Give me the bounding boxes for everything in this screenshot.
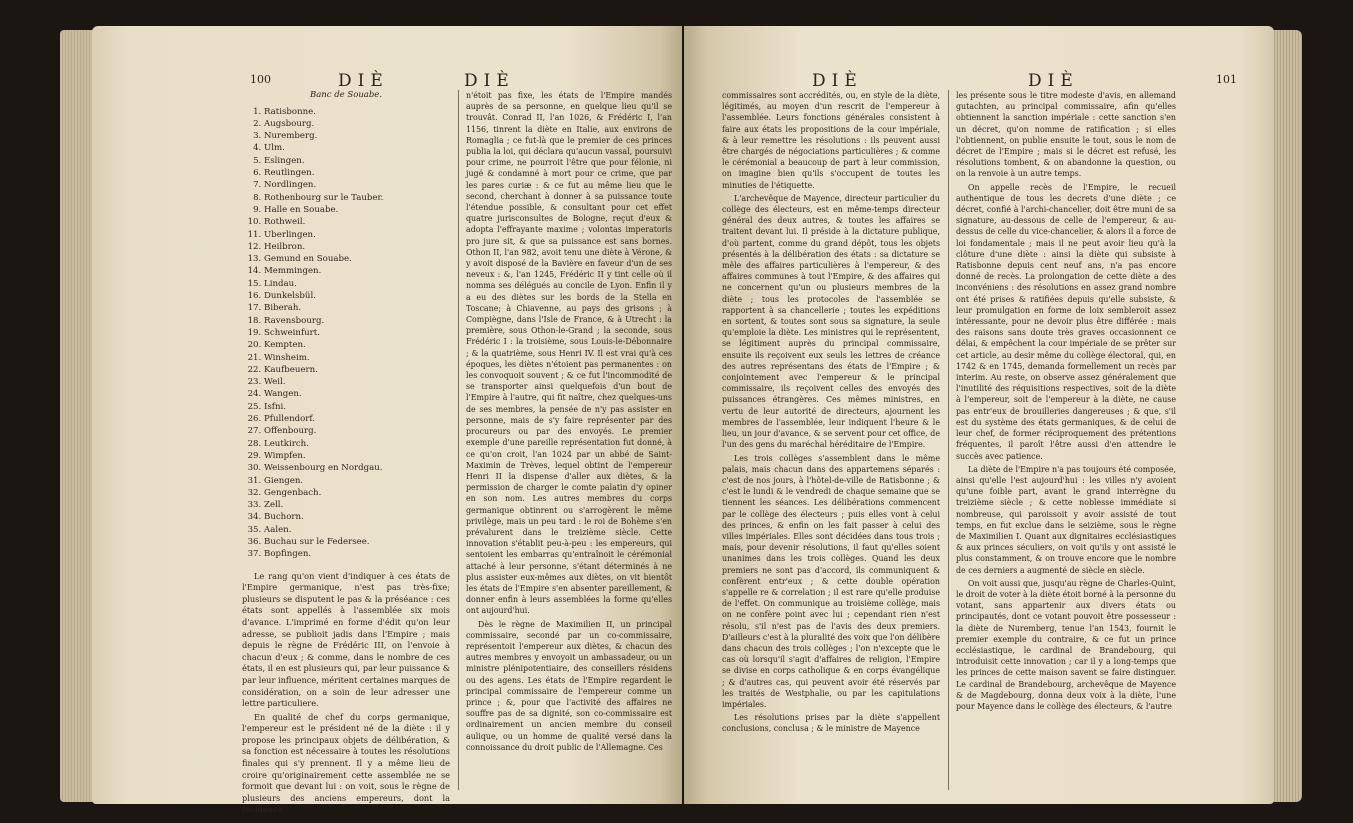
paragraph: commissaires sont accrédités, ou, en style de la diète, légitimés, au moyen d'un rescrit de l'empereur à l'assemblée. Leurs fonctions générales consistent à faire aux états les propositions de la cour impériale, & à leur remettre les résolutions : ils peuvent aussi être chargés de négociations particulières ; & comme le cérémonial a beaucoup de part à leur commission, on imagine bien qu'ils s'occupent de toutes les minuties de l'étiquette. bbox=[722, 91, 940, 190]
city-list bbox=[242, 106, 450, 561]
city-list-item: 3. Nuremberg. bbox=[264, 130, 450, 142]
paragraph: En qualité de chef du corps germanique, l'empereur est le président né de la diète : il y propose les principaux objets de délibération, & sa fonction est nécessaire à toutes les résolutions finales qui s'y prennent. Il y a même lieu de croire qu'originairement cette assemblée ne se formoit que devant lui : on voit, sous le règne de plusieurs des anciens empereurs, dont la résidence bbox=[242, 711, 450, 815]
paragraph: les présente sous le titre modeste d'avis, en allemand gutachten, au principal commissaire, afin qu'elles obtiennent la sanction impériale : cette sanction s'en un décret, qu'on nomme de ratification ; si elles l'obtiennent, on publie ensuite le tout, sous le nom de décret de l'Empire ; mais si le décret est refusé, les résolutions tombent, & on abandonne la question, ou on la renvoie à un autre temps. bbox=[956, 91, 1176, 179]
book-edge-right bbox=[1272, 30, 1302, 802]
paragraph: On appelle recès de l'Empire, le recueil authentique de tous les decrets d'une diète ; ce décret, confié à l'archi-chancelier, doit être muni de sa signature, au-dessous de celle de l'empereur, & au-dessus de celle du vice-chancelier, & alors il a force de loi fondamentale ; mais il ne peut avoir lieu qu'à la clôture d'une diète : ainsi la diète qui subsiste à Ratisbonne depuis cent neuf ans, n'a pas encore donné de recès. La prolongation de cette diète a des inconvéniens : des résolutions en assez grand nombre ont été prises & ratifiées depuis qu'elle subsiste, & leur promulgation en forme de loix sembleroit assez intéressante, pour ne devoir plus être différée : mais des raisons sans doute très graves occasionnent ce délai, & empêchent la cour impériale de se prêter sur cet article, au desir même du collège électoral, qui, en 1742 & en 1745, demanda formellement un recès par interim. Au reste, on observe assez généralement que l'inutilité des réquisitions respectives, soit de la diète à l'empereur, soit de l'empereur à la diète, ne cause pas entr'eux de brouilleries dangereuses ; & que, s'il est du système des états germaniques, & de celui de leur chef, de former réciproquement des prétentions fréquentes, il paroît l'être aussi d'en attendre le succès avec patience. bbox=[956, 182, 1176, 461]
city-list-item: 33. Zell. bbox=[264, 499, 450, 511]
city-list-item: 21. Winsheim. bbox=[264, 352, 450, 364]
city-list-item: 31. Giengen. bbox=[264, 475, 450, 487]
page-number: 101 bbox=[1216, 73, 1237, 86]
city-list-item: 37. Bopfingen. bbox=[264, 548, 450, 560]
city-list-item: 5. Eslingen. bbox=[264, 155, 450, 167]
city-list-item: 30. Weissenbourg en Nordgau. bbox=[264, 462, 450, 474]
running-header: DIÈ bbox=[812, 71, 863, 91]
city-list-item: 4. Ulm. bbox=[264, 142, 450, 154]
paragraph: n'étoit pas fixe, les états de l'Empire mandés auprès de sa personne, en quelque lieu qu'il se trouvât. Conrad II, l'an 1026, & Frédéric I, l'an 1156, tinrent la diète en Italie, aux environs de Romaglia ; ce fut-là que le premier de ces princes publia la loi, qui déclara qu'aucun vassal, poursuivi pour crime, ne pourroit l'être que pour félonie, ni jugé & condamné à mort pour ce crime, que par les pares curiæ : & ce fut au même lieu que le second, cherchant à donner à sa puissance toute l'étendue possible, & consultant pour cet effet quatre jurisconsultes de Bologne, reçut d'eux & adopta l'effrayante maxime ; volontas imperatoris pro jure sit, & que sa puissance est sans bornes. Othon II, l'an 982, avoit tenu une diète à Vérone, & y avoit disposé de la Bavière en faveur d'un de ses neveux : &, l'an 1245, Frédéric II y tint celle où il nomma ses délégués au concile de Lyon. Enfin il y a eu des diètes sur les bords de la Stella en Toscane; à Chiavenne, au pays des grisons ; à Compiègne, dans l'Isle de France, & à Utrecht : la première, sous Othon-le-Grand ; la seconde, sous Frédéric I : la troisième, sous Louis-le-Débonnaire ; & la quatrième, sous Henri IV. Il est vrai qu'à ces époques, les diètes n'étoient pas permanentes : on les convoquoit souvent ; & ce fut l'incommodité de se transporter ainsi quelquefois d'un bout de l'Empire à l'autre, qui fit naître, chez quelques-uns de ses membres, la pensée de n'y pas assister en personne, mais de s'y faire représenter par des procureurs ou par des envoyés. Le premier exemple d'une pareille représentation fut donné, à ce qu'on croit, l'an 1024 par un abbé de Saint-Maximin de Trèves, lequel obtint de l'empereur Henri II la dispense d'aller aux diètes, & la permission de charger le comte palatin d'y opiner en son nom. Les autres membres du corps germanique obtinrent ou s'arrogèrent le même privilège, mais un peu tard : le roi de Bohème s'en prévalurent dans le treizième siècle. Cette innovation s'établit peu-à-peu : les empereurs, qui sentoient les embarras qu'entraînoit le cérémonial attaché à leur personne, s'étant déterminés à ne plus assister eux-mêmes aux diètes, on vit bientôt les états de l'Empire s'en absenter pareillement, & donner enfin à leurs assemblées la forme qu'elles ont aujourd'hui. bbox=[466, 91, 672, 616]
paragraph: L'archevêque de Mayence, directeur particulier du collège des électeurs, est en même-temps directeur général des deux autres, & toutes les affaires se traitent devant lui. Il préside à la dictature publique, d'où partent, comme du grand dépôt, tous les objets présentés à la délibération des états : sa dictature se mêle des affaires particulières à l'empereur, & des affaires communes à tout l'Empire, & des affaires qui ne concernent qu'un ou plusieurs membres de la diète ; tous les protocoles de l'assemblée se rapportent à sa chancellerie ; toutes les expéditions en sortent, & toutes sont sous sa signature, la seule qu'emploie la diète. Les ministres qui le représentent, se légitiment auprès du principal commissaire, ensuite ils reçoivent eux seuls les lettres de créance des autres représentans des états de l'Empire ; & conjointement avec l'empereur & le principal commissaire, ils reçoivent celles des envoyés des puissances étrangères. Ces mêmes ministres, en vertu de leur autorité de directeurs, ajournent les membres de l'assemblée, leur indiquent l'heure & le lieu, un jour d'avance, & se servent pour cet office, de l'un des gens du maréchal héréditaire de l'Empire. bbox=[722, 193, 940, 450]
city-list-item: 12. Heilbron. bbox=[264, 241, 450, 253]
paragraph: Les résolutions prises par la diète s'appellent conclusions, conclusa ; & le ministre de Mayence bbox=[722, 713, 940, 734]
city-list-item: 32. Gengenbach. bbox=[264, 487, 450, 499]
city-list-item: 7. Nordlingen. bbox=[264, 179, 450, 191]
column-rule bbox=[948, 90, 949, 790]
book-edge-left bbox=[60, 30, 94, 802]
right-column-2 bbox=[956, 90, 1176, 714]
city-list-item: 18. Ravensbourg. bbox=[264, 315, 450, 327]
right-column-1 bbox=[722, 90, 940, 737]
left-column-2 bbox=[466, 90, 672, 755]
city-list-item: 6. Reutlingen. bbox=[264, 167, 450, 179]
city-list-item: 17. Biberah. bbox=[264, 302, 450, 314]
city-list-item: 20. Kempten. bbox=[264, 339, 450, 351]
paragraph: Dès le règne de Maximilien II, un principal commissaire, secondé par un co-commissaire, représentoit l'empereur aux diètes, & chacun des autres membres y envoyoit un ambassadeur, ou un ministre plénipotentiaire, des conseillers résidens ou des agens. Les états de l'Empire regardent le principal commissaire de l'empereur comme un prince ; &, pour que l'activité des affaires ne souffre pas de sa dignité, son co-commissaire est ordinairement un ancien membre du conseil aulique, ou un homme de qualité versé dans la connoissance du droit public de l'Allemagne. Ces bbox=[466, 619, 672, 752]
city-list-item: 27. Offenbourg. bbox=[264, 425, 450, 437]
city-list-item: 9. Halle en Souabe. bbox=[264, 204, 450, 216]
left-page bbox=[92, 26, 682, 815]
city-list-item: 8. Rothenbourg sur le Tauber. bbox=[264, 192, 450, 204]
city-list-item: 23. Weil. bbox=[264, 376, 450, 388]
city-list-item: 34. Buchorn. bbox=[264, 511, 450, 523]
list-title: Banc de Souabe. bbox=[309, 90, 383, 100]
left-column-1 bbox=[242, 90, 450, 818]
city-list-item: 16. Dunkelsbül. bbox=[264, 290, 450, 302]
city-list-item: 28. Leutkirch. bbox=[264, 438, 450, 450]
paragraph: La diète de l'Empire n'a pas toujours été composée, ainsi qu'elle l'est aujourd'hui : les villes n'y avoient qu'une foible part, avant le grand interrègne du treizième siècle ; & cette noblesse immédiate si nombreuse, qui paroissoit y avoir assisté de tout temps, en fut exclue dans le seizième, sous le règne de Maximilien I. Quant aux dignitaires ecclésiastiques & aux princes séculiers, on voit qu'ils y ont assisté le plus constamment, & on trouve encore que le nombre de ces derniers a augmenté de siècle en siècle. bbox=[956, 464, 1176, 575]
city-list-item: 25. Isfni. bbox=[264, 401, 450, 413]
city-list-item: 22. Kaufbeuern. bbox=[264, 364, 450, 376]
city-list-item: 15. Lindau. bbox=[264, 278, 450, 290]
paragraph: Les trois collèges s'assemblent dans le même palais, mais chacun dans des appartemens séparés : c'est de nos jours, à l'hôtel-de-ville de Ratisbonne ; & c'est le lundi & le vendredi de chaque semaine que se tiennent les séances. Les délibérations commencent par le collège des électeurs ; puis elles vont à celui des princes, & enfin on les fait passer à celui des villes impériales. Elles sont décidées dans tous trois ; mais, pour devenir résolutions, il faut qu'elles soient unanimes dans les trois collèges. Quand les deux premiers ne sont pas d'accord, ils communiquent & confèrent entr'eux ; & cette double opération s'appelle re & correlation ; il est rare qu'elle produise de l'effet. On communique au troisième collège, mais on ne confère point avec lui ; cependant rien n'est résolu, s'il n'est pas de l'avis des deux premiers. D'ailleurs c'est à la pluralité des voix que l'on délibère dans chacun des trois collèges ; l'on n'excepte que le cas où lorsqu'il s'agit d'affaires de religion, l'Empire se divise en corps catholique & en corps évangélique ; & d'autres cas, qui peuvent avoir été réservés par les traités de Westphalie, ou par les capitulations impériales. bbox=[722, 453, 940, 709]
city-list-item: 19. Schweinfurt. bbox=[264, 327, 450, 339]
running-header: DIÈ bbox=[338, 71, 389, 91]
city-list-item: 35. Aalen. bbox=[264, 524, 450, 536]
city-list-item: 10. Rothweil. bbox=[264, 216, 450, 228]
city-list-item: 26. Pfullendorf. bbox=[264, 413, 450, 425]
column-rule bbox=[458, 90, 459, 790]
running-header-repeat: DIÈ bbox=[1028, 71, 1079, 91]
city-list-item: 14. Memmingen. bbox=[264, 265, 450, 277]
city-list-item: 24. Wangen. bbox=[264, 388, 450, 400]
city-list-item: 29. Wimpfen. bbox=[264, 450, 450, 462]
paragraph: Le rang qu'on vient d'indiquer à ces états de l'Empire germanique, n'est pas très-fixe; plusieurs se disputent le pas & la préséance : ces états sont appellés à l'assemblée six mois d'avance. L'imprimé en forme d'édit qu'on leur adresse, se publioit jadis dans l'Empire ; mais depuis le règne de Frédéric III, on l'envoie à chacun d'eux ; & comme, dans le nombre de ces états, il en est plusieurs qui, par leur puissance & par leur influence, méritent certaines marques de considération, on a soin de leur adresser une lettre particuliere. bbox=[242, 570, 450, 709]
running-header-repeat: DIÈ bbox=[464, 71, 515, 91]
city-list-item: 13. Gemund en Souabe. bbox=[264, 253, 450, 265]
city-list-item: 11. Uberlingen. bbox=[264, 229, 450, 241]
right-page bbox=[684, 26, 1274, 804]
page-number: 100 bbox=[250, 73, 271, 86]
city-list-item: 1. Ratisbonne. bbox=[264, 106, 450, 118]
city-list-item: 2. Augsbourg. bbox=[264, 118, 450, 130]
city-list-item: 36. Buchau sur le Federsee. bbox=[264, 536, 450, 548]
paragraph: On voit aussi que, jusqu'au règne de Charles-Quint, le droit de voter à la diète étoit borné à la personne du votant, sans appartenir aux divers états ou principautés, dont ce votant pouvoit être possesseur : la diète de Nuremberg, tenue l'an 1543, fournit le premier exemple du contraire, & ce fut un prince ecclésiastique, le cardinal de Brandebourg, qui introduisit cette innovation ; car il y a long-temps que les princes de cette maison savent se faire distinguer. Le cardinal de Brandebourg, archevêque de Mayence & de Magdebourg, donna deux voix à la diète, l'une pour Mayence dans le collège des électeurs, & l'autre bbox=[956, 578, 1176, 711]
